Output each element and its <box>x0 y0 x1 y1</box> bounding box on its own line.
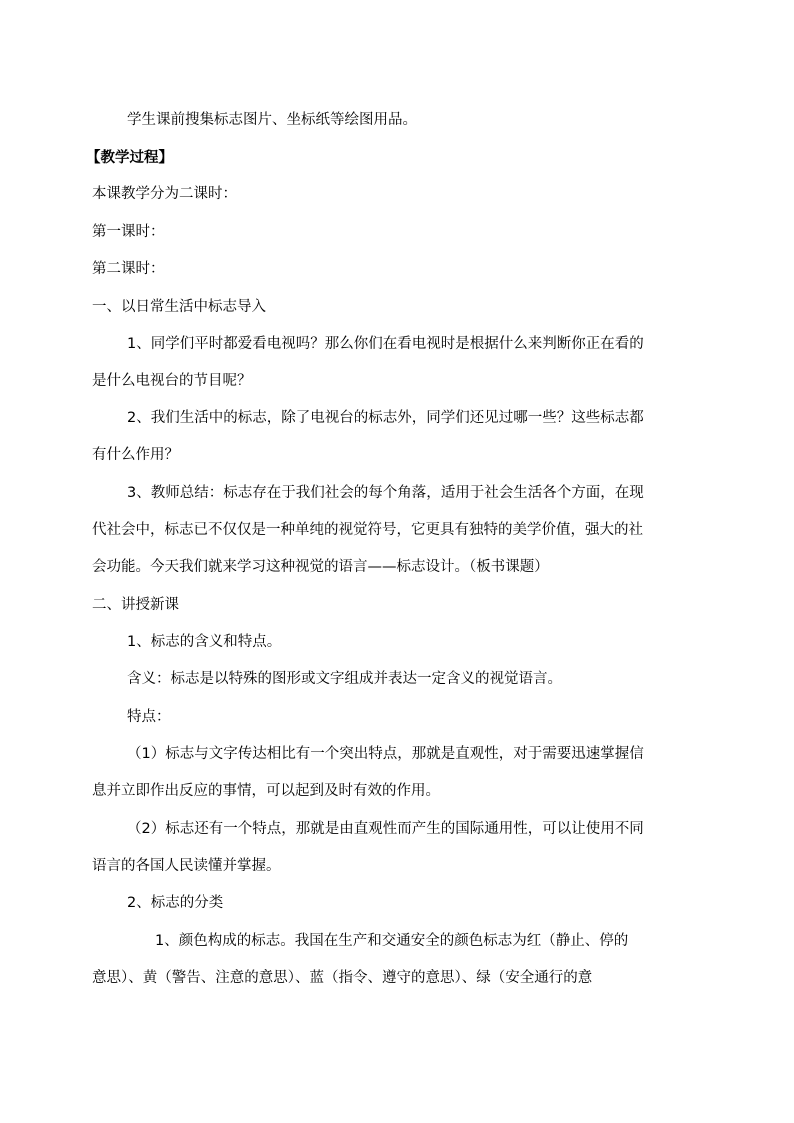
paragraph-line: 是什么电视台的节目呢？ <box>92 373 252 389</box>
paragraph-line: 有什么作用？ <box>92 447 179 463</box>
paragraph-line: 1、同学们平时都爱看电视吗？那么你们在看电视时是根据什么来判断你正在看的 <box>127 336 644 352</box>
subheading-classification: 2、标志的分类 <box>127 895 224 911</box>
paragraph-line: 代社会中，标志已不仅仅是一种单纯的视觉符号，它更具有独特的美学价值，强大的社 <box>92 522 643 538</box>
definition-line: 含义：标志是以特殊的图形或文字组成并表达一定含义的视觉语言。 <box>127 671 562 687</box>
materials-line: 学生课前搜集标志图片、坐标纸等绘图用品。 <box>127 112 417 128</box>
features-label: 特点： <box>127 709 171 725</box>
paragraph-line: 2、我们生活中的标志，除了电视台的标志外，同学们还见过哪一些？这些标志都 <box>127 410 644 426</box>
subheading-meaning-features: 1、标志的含义和特点。 <box>127 634 282 650</box>
part-two-heading: 二、讲授新课 <box>92 597 179 613</box>
lesson-split-line: 本课教学分为二课时： <box>92 186 237 202</box>
paragraph-line: （1）标志与文字传达相比有一个突出特点，那就是直观性，对于需要迅速掌握信 <box>127 746 644 762</box>
section-heading-teaching-process: 【教学过程】 <box>86 150 173 166</box>
paragraph-line: （2）标志还有一个特点，那就是由直观性而产生的国际通用性，可以让使用不同 <box>127 821 644 837</box>
paragraph-line: 意思）、黄（警告、注意的意思）、蓝（指令、遵守的意思）、绿（安全通行的意 <box>92 970 593 986</box>
paragraph-line: 会功能。今天我们就来学习这种视觉的语言——标志设计。（板书课题） <box>92 559 549 575</box>
part-one-heading: 一、以日常生活中标志导入 <box>92 299 266 315</box>
second-lesson-label: 第二课时： <box>92 261 165 277</box>
paragraph-line: 1、颜色构成的标志。我国在生产和交通安全的颜色标志为红（静止、停的 <box>155 933 629 949</box>
paragraph-line: 息并立即作出反应的事情，可以起到及时有效的作用。 <box>92 783 440 799</box>
paragraph-line: 3、教师总结：标志存在于我们社会的每个角落，适用于社会生活各个方面，在现 <box>127 485 644 501</box>
first-lesson-label: 第一课时： <box>92 224 165 240</box>
paragraph-line: 语言的各国人民读懂并掌握。 <box>92 858 281 874</box>
